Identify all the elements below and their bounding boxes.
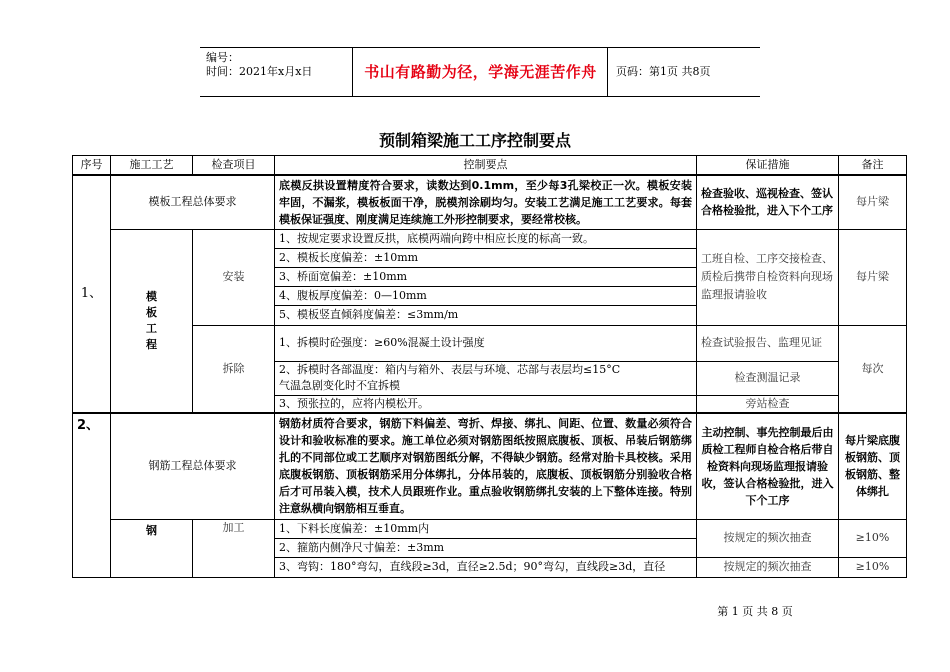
header-page-cell [607,48,761,96]
table-row [73,229,907,248]
table-row [73,413,907,519]
install-note: 每片梁 [839,229,907,325]
work-measure: 按规定的频次抽查 [697,519,839,557]
remove-measure: 旁站检查 [697,395,839,413]
control-point: 2、模板长度偏差：±10mm [275,248,697,267]
work-note: ≥10% [839,557,907,577]
motto: 书山有路勤为径，学海无涯苦作舟 [364,63,597,81]
serial-label: 编号： [206,51,239,64]
process-label: 模 板 工 程 [111,229,193,413]
control-point: 5、模板竖直倾斜度偏差：≤3mm/m [275,305,697,325]
control-point: 3、预张拉的，应将内模松开。 [275,395,697,413]
control-point: 3、桥面宽偏差：±10mm [275,267,697,286]
table-row [73,325,907,361]
control-point: 4、腹板厚度偏差：0—10mm [275,286,697,305]
col-header: 控制要点 [275,156,697,176]
overall-label: 钢筋工程总体要求 [111,413,275,519]
check-item-install: 安装 [193,229,275,325]
overall-points: 钢筋材质符合要求，钢筋下料偏差、弯折、焊接、绑扎、间距、位置、数量必须符合设计和验收标准的要求。施工单位必须对钢筋图纸按照底腹板、顶板、吊装后钢筋绑扎的不同部位或工艺顺序对钢筋图纸分解，不得缺少钢筋。经常对胎卡具校核。采用底腹板钢筋、顶板钢筋采用分体绑扎，分体吊装的，底腹板、顶板钢筋分别验收合格后才可吊装入模，技术人员跟班作业。重点验收钢筋绑扎安装的上下整体连接。特别注意纵横向钢筋相互垂直。 [275,413,697,519]
remove-measure: 检查试验报告、监理见证 [697,325,839,361]
overall-note: 每片梁底腹板钢筋、顶板钢筋、整体绑扎 [839,413,907,519]
check-item-remove: 拆除 [193,325,275,413]
control-point: 2、拆模时各部温度：箱内与箱外、表层与环境、芯部与表层均≤15°C 气温急剧变化时不宜拆模 [275,361,697,395]
control-point: 2、箍筋内侧净尺寸偏差：±3mm [275,538,697,557]
control-point: 1、拆模时砼强度：≥60%混凝土设计强度 [275,325,697,361]
work-measure: 按规定的频次抽查 [697,557,839,577]
overall-measure: 主动控制、事先控制最后由质检工程师自检合格后带自检资料向现场监理报请验收，签认合格检验批，进入下个工序 [697,413,839,519]
control-point: 1、按规定要求设置反拱，底模两端向跨中相应长度的标高一致。 [275,229,697,248]
control-point: 3、弯钩：180°弯勾，直线段≥3d，直径≥2.5d；90°弯勾，直线段≥3d，直径 [275,557,697,577]
install-measure: 工班自检、工序交接检查、质检后携带自检资料向现场监理报请验收 [697,229,839,325]
overall-measure: 检查验收、巡视检查、签认合格检验批，进入下个工序 [697,175,839,229]
date-line: 时间：2021年x月x日 [206,65,313,78]
header-meta [200,48,352,96]
table-row [73,519,907,538]
document-header [200,47,760,97]
col-header: 备注 [839,156,907,176]
header-motto-cell [352,48,608,96]
remove-measure: 检查测温记录 [697,361,839,395]
overall-label: 模板工程总体要求 [111,175,275,229]
work-note: ≥10% [839,519,907,557]
remove-note: 每次 [839,325,907,413]
process-label: 钢 [111,519,193,577]
document-title: 预制箱梁施工工序控制要点 [378,131,571,150]
overall-note: 每片梁 [839,175,907,229]
table-row [73,175,907,229]
section-number: 2、 [73,413,111,577]
col-header: 保证措施 [697,156,839,176]
col-header: 检查项目 [193,156,275,176]
page-footer: 第 1 页 共 8 页 [717,605,793,618]
overall-points: 底模反拱设置精度符合要求，读数达到0.1mm，至少每3孔梁校正一次。模板安装牢固，不漏浆，模板板面干净，脱模剂涂刷均匀。安装工艺满足施工工艺要求。每套模板保证强度、刚度满足连续施工外形控制要求，要经常校核。 [275,175,697,229]
table-header-row [73,156,907,176]
col-header: 施工工艺 [111,156,193,176]
section-number: 1、 [73,175,111,413]
control-table [72,155,907,578]
control-point: 1、下料长度偏差：±10mm内 [275,519,697,538]
check-item-work: 加工 [193,519,275,577]
col-header: 序号 [73,156,111,176]
page-info: 页码：第1页 共8页 [616,65,711,78]
